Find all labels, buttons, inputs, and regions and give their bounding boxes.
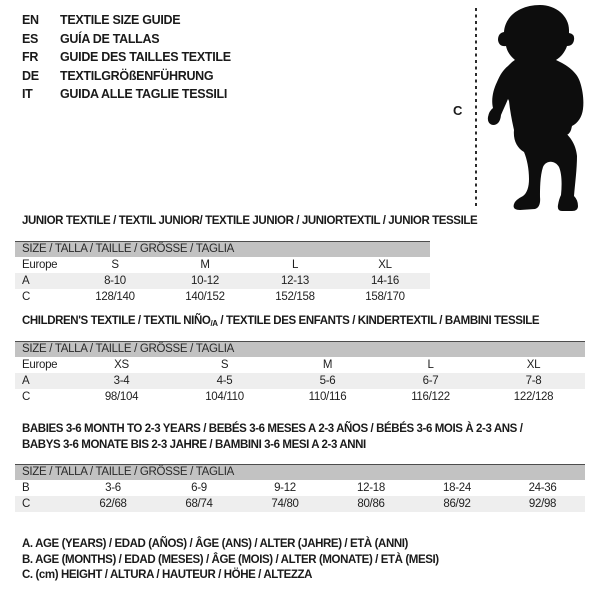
lang-row-fr [22, 48, 231, 67]
row-label: A [15, 373, 70, 389]
junior-size-table [15, 241, 430, 305]
size-cell: 128/140 [95, 291, 135, 303]
size-cell: 8-10 [70, 273, 160, 289]
size-cell: L [291, 259, 299, 271]
row-label: Europe [22, 259, 58, 271]
children-table-title [22, 315, 539, 328]
children-title-pre: CHILDREN'S TEXTILE / TEXTIL NIÑO [22, 315, 211, 327]
legend-line-b: B. AGE (MONTHS) / EDAD (MESES) / ÂGE (MOIS) / ALTER (MONATE) / ETÀ (MESI) [22, 553, 439, 566]
size-cell: 98/104 [104, 391, 139, 403]
table-row [15, 273, 430, 289]
babies-title-line1: BABIES 3-6 MONTH TO 2-3 YEARS / BEBÉS 3-6 MESES A 2-3 AÑOS / BÉBÉS 3-6 MOIS À 2-3 ANS / [22, 423, 523, 435]
table-row [15, 357, 585, 373]
size-cell: M [322, 359, 333, 371]
size-cell: 158/170 [365, 291, 405, 303]
lang-code: FR [22, 50, 39, 65]
size-cell: 116/122 [411, 391, 450, 403]
size-cell: 3-4 [70, 373, 173, 389]
row-label: B [22, 482, 30, 494]
lang-row-de [22, 67, 231, 86]
size-cell: 104/110 [205, 391, 244, 403]
legend-line-a: A. AGE (YEARS) / EDAD (AÑOS) / ÂGE (ANS) / ALTER (JAHRE) / ETÀ (ANNI) [22, 538, 408, 550]
size-cell: 62/68 [70, 496, 156, 512]
table-row [15, 289, 430, 305]
row-label: C [22, 391, 31, 403]
measure-legend [22, 537, 439, 584]
table-row [15, 257, 430, 273]
legend-line-c: C. (cm) HEIGHT / ALTURA / HAUTEUR / HÖHE / ALTEZZA [22, 569, 313, 582]
lang-code: EN [22, 13, 39, 27]
size-header: SIZE / TALLA / TAILLE / GRÖSSE / TAGLIA [15, 242, 430, 258]
table-row [15, 373, 585, 389]
size-cell: 86/92 [414, 496, 500, 512]
size-cell: 122/128 [513, 391, 554, 403]
lang-row-en [22, 11, 231, 30]
size-header: SIZE / TALLA / TAILLE / GRÖSSE / TAGLIA [15, 465, 585, 481]
size-cell: XS [114, 359, 129, 371]
lang-code: IT [22, 87, 33, 102]
size-header: SIZE / TALLA / TAILLE / GRÖSSE / TAGLIA [15, 342, 585, 358]
babies-size-table [15, 464, 585, 512]
row-label: A [15, 273, 70, 289]
lang-label: TEXTILGRÖßENFÜHRUNG [60, 68, 214, 83]
size-cell: 6-9 [191, 482, 207, 494]
size-cell: S [111, 259, 119, 271]
size-cell: 5-6 [276, 373, 379, 389]
size-cell: 110/116 [308, 391, 347, 403]
lang-row-es [22, 30, 231, 49]
size-cell: 18-24 [443, 482, 471, 494]
lang-label: GUIDE DES TAILLES TEXTILE [60, 50, 231, 65]
size-cell: 152/158 [275, 291, 315, 303]
size-cell: 74/80 [242, 496, 328, 512]
row-label: Europe [22, 359, 58, 371]
size-cell: 12-18 [357, 482, 385, 494]
language-header [22, 11, 231, 104]
size-header-row [15, 242, 430, 258]
size-header-row [15, 342, 585, 358]
size-cell: 12-13 [250, 273, 340, 289]
size-cell: 24-36 [528, 482, 557, 494]
table-row [15, 480, 585, 496]
size-cell: 14-16 [340, 273, 430, 289]
size-cell: XL [526, 359, 541, 371]
table-row [15, 389, 585, 405]
size-cell: 6-7 [379, 373, 482, 389]
size-cell: 9-12 [274, 482, 296, 494]
height-measure-label: C [453, 103, 463, 118]
baby-silhouette-icon [484, 3, 598, 213]
babies-table-title [22, 422, 523, 453]
size-cell: 92/98 [500, 496, 585, 512]
size-cell: 3-6 [105, 482, 121, 494]
size-cell: L [427, 359, 434, 371]
lang-code: DE [22, 68, 39, 83]
size-cell: 68/74 [156, 496, 242, 512]
size-header-row [15, 465, 585, 481]
size-cell: 140/152 [185, 291, 225, 303]
size-cell: S [220, 359, 229, 371]
babies-title-line2: BABYS 3-6 MONATE BIS 2-3 JAHRE / BAMBINI 3-6 MESI A 2-3 ANNI [22, 438, 366, 451]
children-size-table [15, 341, 585, 405]
row-label: C [15, 496, 70, 512]
lang-label: GUIDA ALLE TAGLIE TESSILI [60, 87, 228, 102]
size-cell: 7-8 [482, 373, 585, 389]
height-measure-dotted-line [475, 8, 477, 206]
lang-label: GUÍA DE TALLAS [60, 31, 160, 46]
junior-table-title: JUNIOR TEXTILE / TEXTIL JUNIOR/ TEXTILE JUNIOR / JUNIORTEXTIL / JUNIOR TESSILE [22, 215, 478, 227]
size-cell: XL [378, 259, 392, 271]
children-title-sub: /A [210, 319, 218, 328]
size-cell: 80/86 [328, 496, 414, 512]
lang-code: ES [22, 31, 39, 46]
lang-row-it [22, 85, 231, 104]
table-row [15, 496, 585, 512]
size-cell: M [200, 259, 210, 271]
row-label: C [22, 291, 31, 303]
lang-label: TEXTILE SIZE GUIDE [60, 13, 181, 27]
children-title-post: / TEXTILE DES ENFANTS / KINDERTEXTIL / BAMBINI TESSILE [217, 315, 540, 327]
size-cell: 10-12 [160, 273, 250, 289]
size-cell: 4-5 [173, 373, 276, 389]
